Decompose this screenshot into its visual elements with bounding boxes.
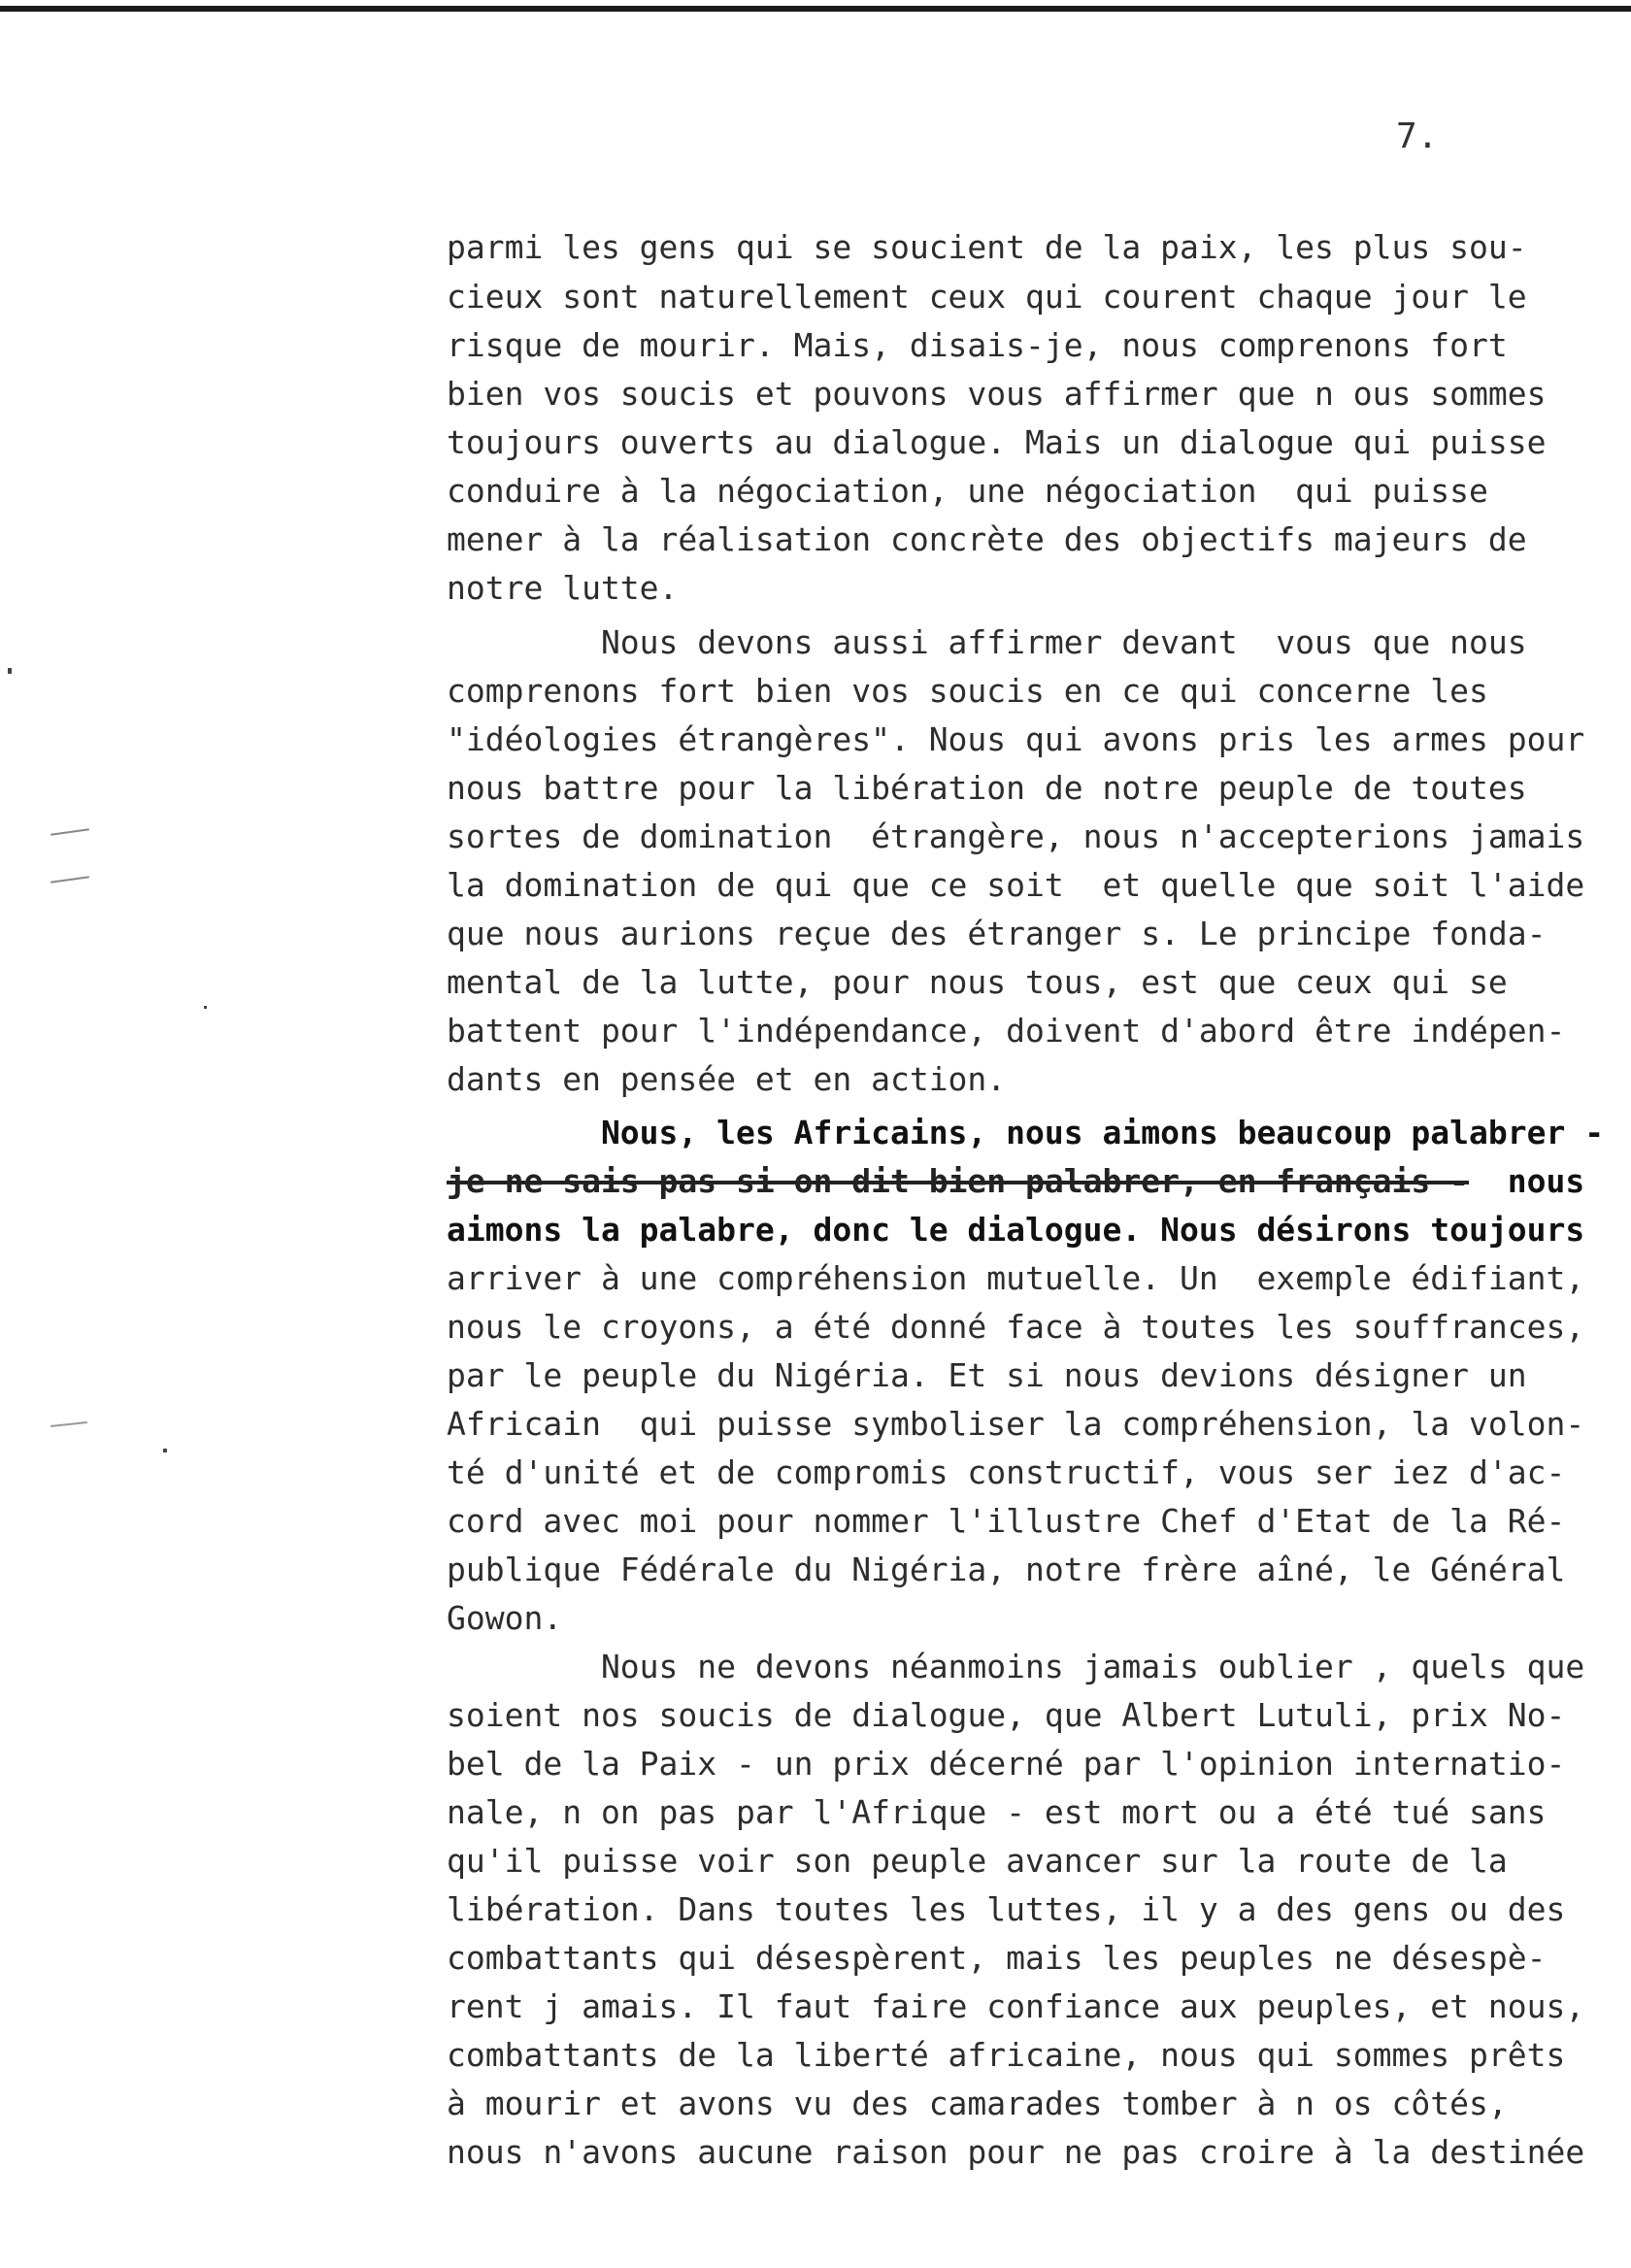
text-line: comprenons fort bien vos soucis en ce qui concerne les bbox=[447, 672, 1488, 710]
text-line: nous battre pour la libération de notre peuple de toutes bbox=[447, 769, 1527, 807]
text-line: risque de mourir. Mais, disais-je, nous comprenons fort bbox=[447, 326, 1508, 364]
text-line: nale, n on pas par l'Afrique - est mort ou a été tué sans bbox=[447, 1793, 1547, 1831]
scan-mark bbox=[50, 1421, 87, 1427]
text-line: notre lutte. bbox=[447, 569, 679, 607]
text-line: rent j amais. Il faut faire confiance aux peuples, et nous, bbox=[447, 1987, 1585, 2025]
text-line: battent pour l'indépendance, doivent d'abord être indépen- bbox=[447, 1012, 1566, 1050]
scan-speck bbox=[204, 1006, 207, 1009]
struck-out-text: je ne sais pas si on dit bien palabrer, en français - bbox=[447, 1162, 1469, 1200]
text-line: libération. Dans toutes les luttes, il y a des gens ou des bbox=[447, 1890, 1566, 1928]
text-line: sortes de domination étrangère, nous n'accepterions jamais bbox=[447, 817, 1585, 855]
text-line: nous le croyons, a été donné face à toutes les souffrances, bbox=[447, 1308, 1585, 1346]
text-line: "idéologies étrangères". Nous qui avons pris les armes pour bbox=[447, 720, 1585, 758]
text-line: conduire à la négociation, une négociation qui puisse bbox=[447, 472, 1488, 510]
text-line: parmi les gens qui se soucient de la paix, les plus sou- bbox=[447, 228, 1527, 266]
scan-mark bbox=[50, 828, 89, 836]
text-line: combattants de la liberté africaine, nous qui sommes prêts bbox=[447, 2036, 1566, 2074]
text-line: Nous devons aussi affirmer devant vous que nous bbox=[447, 623, 1527, 661]
text-line: dants en pensée et en action. bbox=[447, 1060, 1007, 1098]
text-line: mental de la lutte, pour nous tous, est que ceux qui se bbox=[447, 963, 1508, 1001]
struck-text-line bbox=[447, 1157, 1592, 1206]
text-line: nous n'avons aucune raison pour ne pas croire à la destinée bbox=[447, 2133, 1585, 2171]
text-line: mener à la réalisation concrète des objectifs majeurs de bbox=[447, 520, 1527, 558]
text-line: bel de la Paix - un prix décerné par l'opinion internatio- bbox=[447, 1745, 1566, 1783]
text-line: à mourir et avons vu des camarades tomber à n os côtés, bbox=[447, 2085, 1508, 2122]
page-number: 7. bbox=[1396, 117, 1439, 156]
text-line-bold: aimons la palabre, donc le dialogue. Nous désirons toujours bbox=[447, 1211, 1585, 1249]
text-line: publique Fédérale du Nigéria, notre frère aîné, le Général bbox=[447, 1551, 1566, 1588]
text-line: toujours ouverts au dialogue. Mais un dialogue qui puisse bbox=[447, 423, 1547, 461]
text-line: que nous aurions reçue des étranger s. Le principe fonda- bbox=[447, 915, 1547, 952]
text-line: cord avec moi pour nommer l'illustre Chef d'Etat de la Ré- bbox=[447, 1502, 1566, 1540]
top-border-rule bbox=[0, 6, 1631, 12]
scan-speck bbox=[163, 1449, 167, 1452]
text-line: té d'unité et de compromis constructif, vous ser iez d'ac- bbox=[447, 1453, 1566, 1491]
text-line: Gowon. bbox=[447, 1599, 563, 1637]
text-line: Africain qui puisse symboliser la compréhension, la volon- bbox=[447, 1405, 1585, 1443]
text-line: qu'il puisse voir son peuple avancer sur la route de la bbox=[447, 1842, 1508, 1880]
text-line: par le peuple du Nigéria. Et si nous devions désigner un bbox=[447, 1356, 1527, 1394]
text-line: la domination de qui que ce soit et quelle que soit l'aide bbox=[447, 866, 1585, 904]
text-line: arriver à une compréhension mutuelle. Un exemple édifiant, bbox=[447, 1259, 1585, 1297]
text-after-strike: nous bbox=[1469, 1162, 1585, 1200]
scan-speck bbox=[8, 668, 12, 674]
text-line: combattants qui désespèrent, mais les peuples ne désespè- bbox=[447, 1939, 1547, 1977]
text-line: Nous ne devons néanmoins jamais oublier , quels que bbox=[447, 1648, 1585, 1685]
text-line-bold: Nous, les Africains, nous aimons beaucoup palabrer - bbox=[447, 1114, 1605, 1151]
text-line: bien vos soucis et pouvons vous affirmer que n ous sommes bbox=[447, 375, 1547, 413]
text-line: soient nos soucis de dialogue, que Albert Lutuli, prix No- bbox=[447, 1696, 1566, 1734]
text-line: cieux sont naturellement ceux qui courent chaque jour le bbox=[447, 278, 1527, 316]
scan-mark bbox=[50, 876, 89, 884]
